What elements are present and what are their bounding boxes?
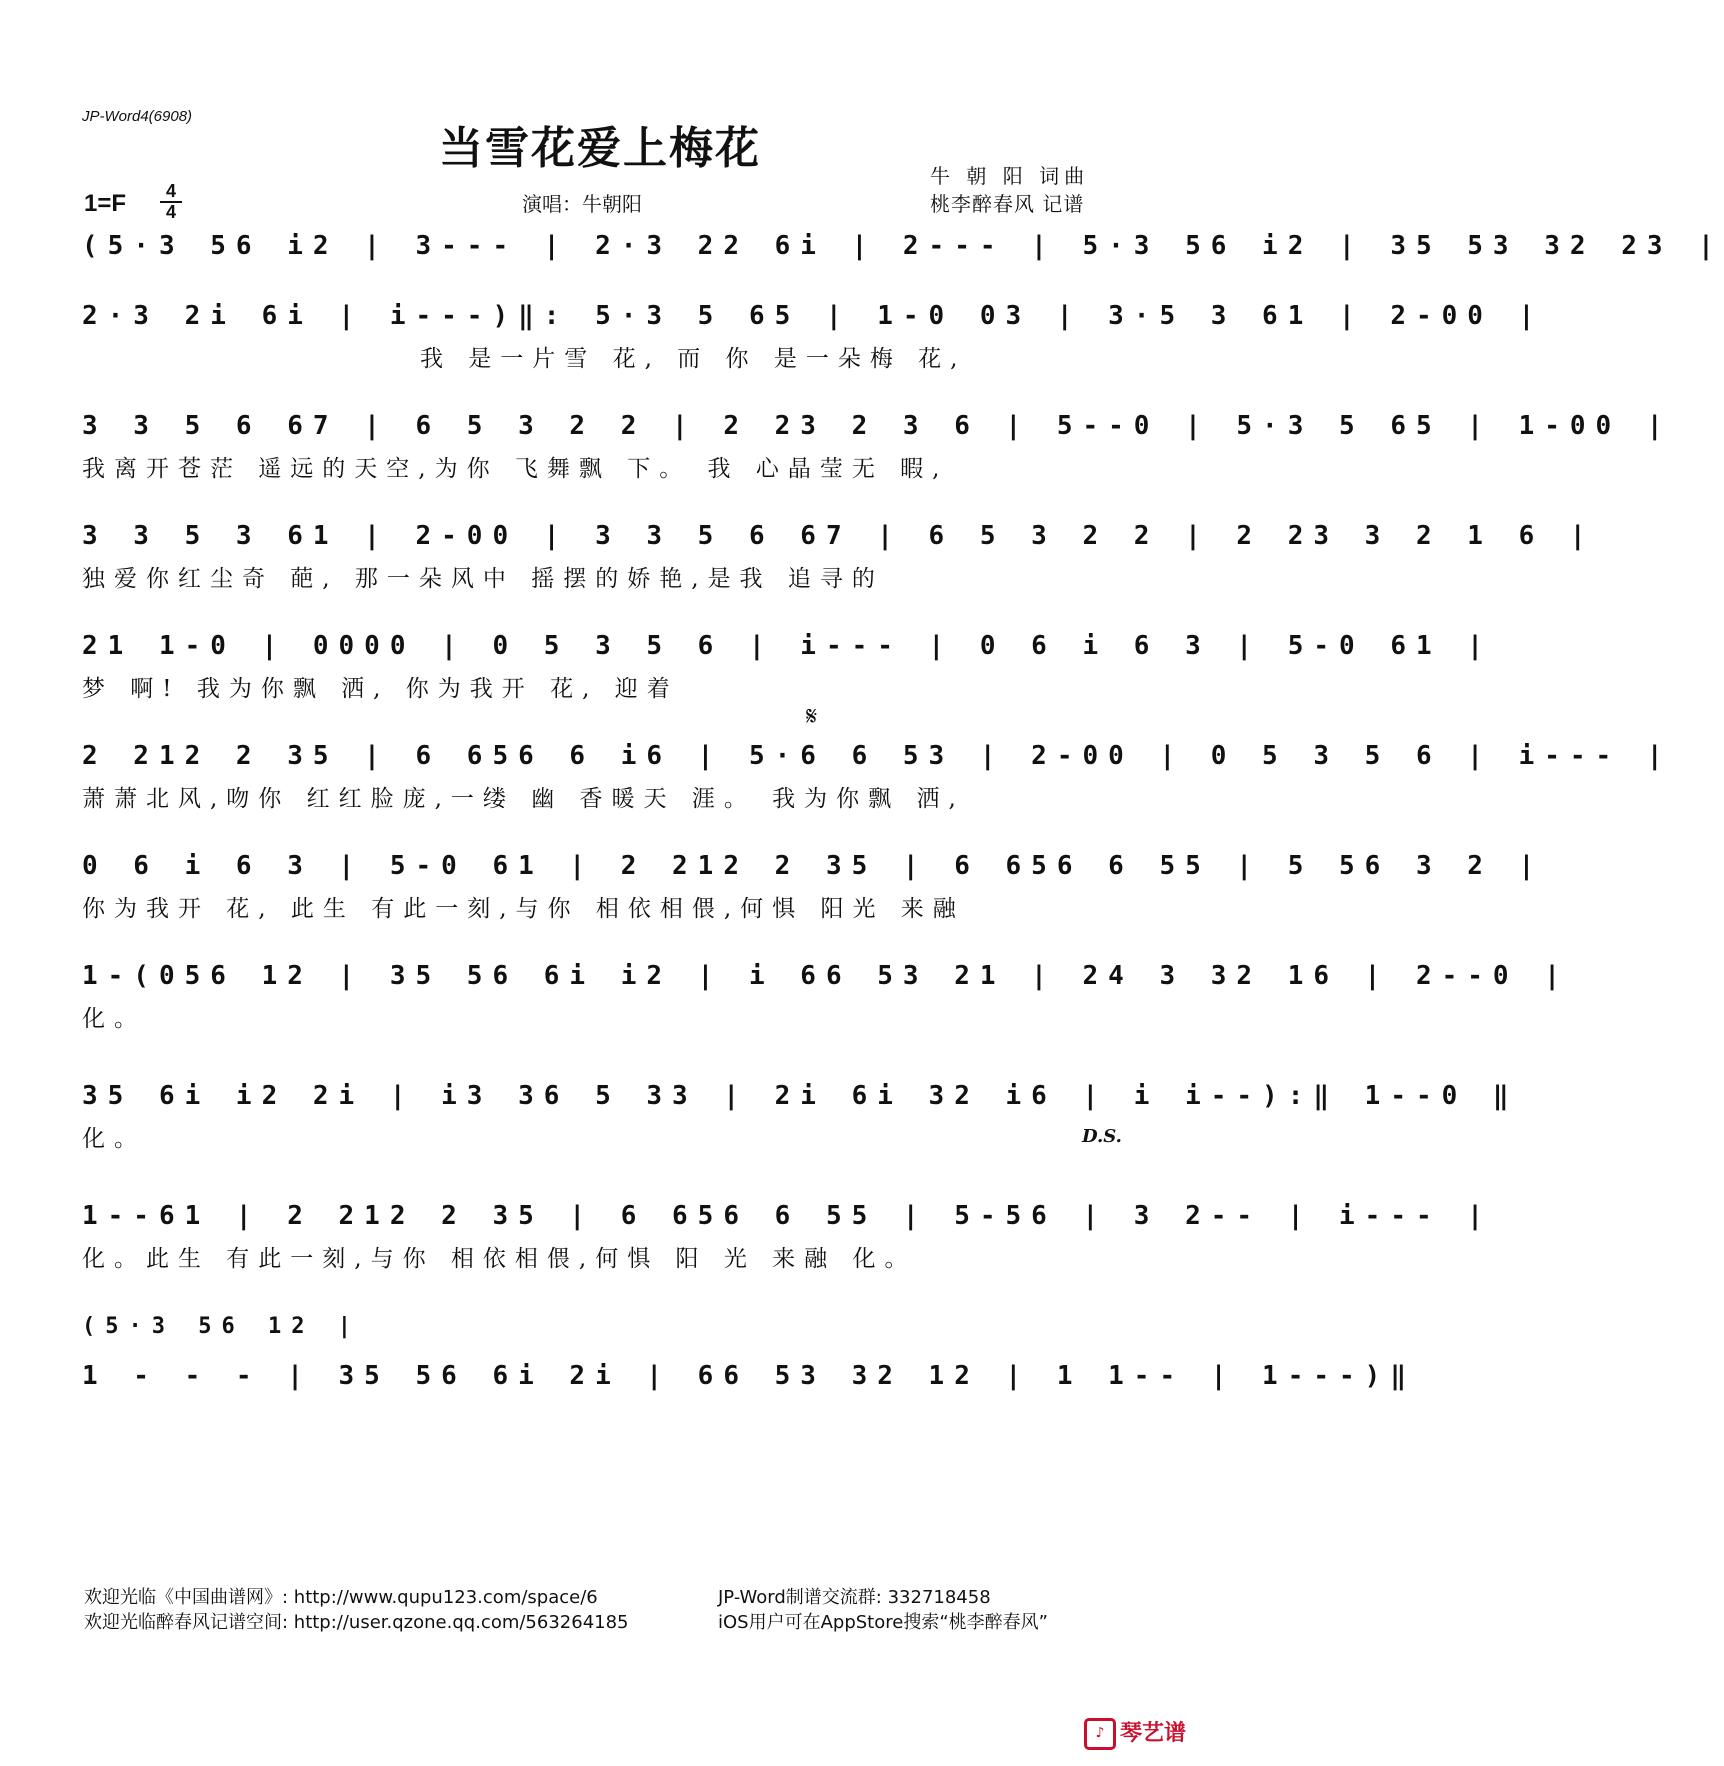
qinyipu-logo-icon: ♪	[1084, 1718, 1116, 1750]
lyrics-line: 化。	[82, 1126, 146, 1152]
notes-line: 0 6 i 6 3 | 5-0 61 | 2 212 2 35 | 6 656 6 55 | 5 56 3 2 |	[82, 851, 1545, 881]
lyrics-line: 梦 啊! 我为你飘 洒, 你为我开 花, 迎着	[82, 676, 679, 702]
notes-line: 1-(056 12 | 35 56 6i i2 | i 66 53 21 | 24 3 32 16 | 2--0 |	[82, 961, 1570, 991]
credit-lyrics-music: 牛 朝 阳 词曲	[930, 164, 1090, 188]
time-signature	[160, 182, 182, 222]
notes-line: 2 212 2 35 | 6 656 6 i6 | 5·6 6 53 | 2-00 | 0 5 3 5 6 | i--- |	[82, 741, 1673, 771]
footer-group-info: JP-Word制谱交流群: 332718458	[718, 1587, 991, 1608]
lyrics-line: 化。	[82, 1006, 146, 1032]
notes-line: 35 6i i2 2i | i3 36 5 33 | 2i 6i 32 i6 | i i--):‖ 1--0 ‖	[82, 1081, 1519, 1111]
watermark-text: 琴艺谱	[1119, 1721, 1186, 1746]
key-signature: 1=F	[84, 190, 127, 217]
lyrics-line: 萧萧北风,吻你 红红脸庞,一缕 幽 香暖天 涯。 我为你飘 洒,	[82, 786, 965, 812]
footer-left	[84, 1585, 629, 1635]
notes-line: 2·3 2i 6i | i---)‖: 5·3 5 65 | 1-0 03 | 3·5 3 61 | 2-00 |	[82, 301, 1545, 331]
lyrics-line: 独爱你红尘奇 葩, 那一朵风中 摇摆的娇艳,是我 追寻的	[82, 566, 884, 592]
notes-line: 3 3 5 6 67 | 6 5 3 2 2 | 2 23 2 3 6 | 5--0 | 5·3 5 65 | 1-00 |	[82, 411, 1673, 441]
notes-line: 1--61 | 2 212 2 35 | 6 656 6 55 | 5-56 | 3 2-- | i--- |	[82, 1201, 1493, 1231]
notes-line: 1 - - - | 35 56 6i 2i | 66 53 32 12 | 1 1-- | 1---)‖	[82, 1361, 1416, 1391]
lyrics-line: 我 是一片雪 花, 而 你 是一朵梅 花,	[420, 346, 967, 372]
song-title: 当雪花爱上梅花	[439, 123, 761, 174]
software-label: JP-Word4(6908)	[82, 108, 193, 125]
time-denominator: 4	[165, 202, 176, 222]
notes-line: 3 3 5 3 61 | 2-00 | 3 3 5 6 67 | 6 5 3 2 2 | 2 23 3 2 1 6 |	[82, 521, 1596, 551]
notes-line: (5·3 56 12 |	[82, 1313, 361, 1339]
notes-line: (5·3 56 i2 | 3--- | 2·3 22 6i | 2--- | 5·3 56 i2 | 35 53 32 23 |	[82, 231, 1724, 261]
footer-link-qupu[interactable]: 欢迎光临《中国曲谱网》: http://www.qupu123.com/space/6	[84, 1587, 598, 1608]
singer-label: 演唱：牛朝阳	[522, 192, 642, 216]
lyrics-line: 我离开苍茫 遥远的天空,为你 飞舞飘 下。 我 心晶莹无 暇,	[82, 456, 949, 482]
footer-right	[718, 1585, 1048, 1635]
dal-segno-marking: D.S.	[1082, 1126, 1122, 1147]
segno-icon: 𝄋	[806, 702, 818, 732]
footer-link-qzone[interactable]: 欢迎光临醉春风记谱空间: http://user.qzone.qq.com/563264185	[84, 1612, 629, 1633]
time-numerator: 4	[160, 182, 182, 203]
notes-line: 21 1-0 | 0000 | 0 5 3 5 6 | i--- | 0 6 i 6 3 | 5-0 61 |	[82, 631, 1493, 661]
lyrics-line: 化。此生 有此一刻,与你 相依相偎,何惧 阳 光 来融 化。	[82, 1246, 917, 1272]
lyrics-line: 你为我开 花, 此生 有此一刻,与你 相依相偎,何惧 阳光 来融	[82, 896, 965, 922]
credit-notation: 桃李醉春风 记谱	[930, 192, 1085, 216]
watermark-logo	[1084, 1716, 1186, 1750]
footer-appstore-info: iOS用户可在AppStore搜索“桃李醉春风”	[718, 1612, 1048, 1633]
